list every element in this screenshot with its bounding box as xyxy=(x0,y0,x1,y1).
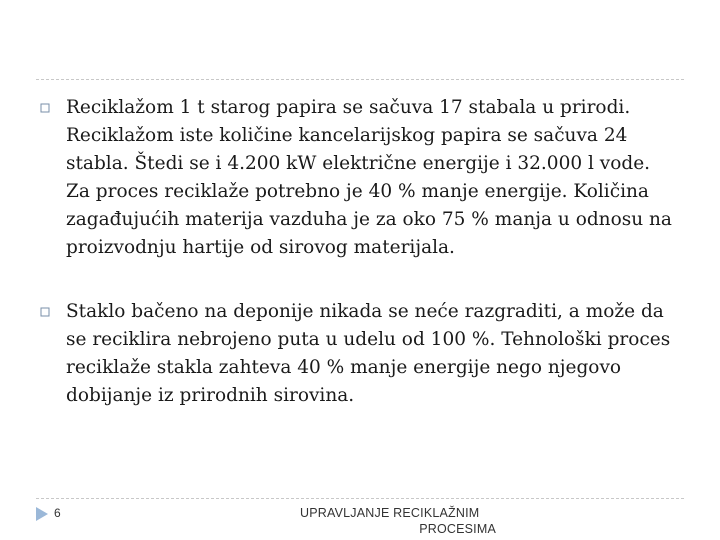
footer-title-line1: UPRAVLJANJE RECIKLAŽNIM xyxy=(300,506,480,520)
square-bullet-icon xyxy=(40,103,50,113)
footer-title-line2: PROCESIMA xyxy=(419,522,496,536)
bottom-divider xyxy=(36,498,684,499)
top-divider xyxy=(36,79,684,80)
bullet-text: Reciklažom 1 t starog papira se sačuva 17 stabala u prirodi. Reciklažom iste količine kancelarijskog papira se sačuva 24 stabla. Štedi se i 4.200 kW električne energije i 32.000 l vode. Za proces reciklaže potrebno je 40 % manje energije. Količina zagađujućih materija vazduha je za oko 75 % manja u odnosu na proizvodnju hartije od sirovog materijala. xyxy=(66,97,672,258)
slide-number-marker-icon xyxy=(36,507,48,521)
square-bullet-icon xyxy=(40,307,50,317)
footer-title xyxy=(290,505,500,537)
slide-number: 6 xyxy=(54,506,61,520)
bullet-text: Staklo bačeno na deponije nikada se neće razgraditi, a može da se reciklira nebrojeno puta u udelu od 100 %. Tehnološki proces reciklaže stakla zahteva 40 % manje energije nego njegovo dobijanje iz prirodnih sirovina. xyxy=(66,301,671,406)
